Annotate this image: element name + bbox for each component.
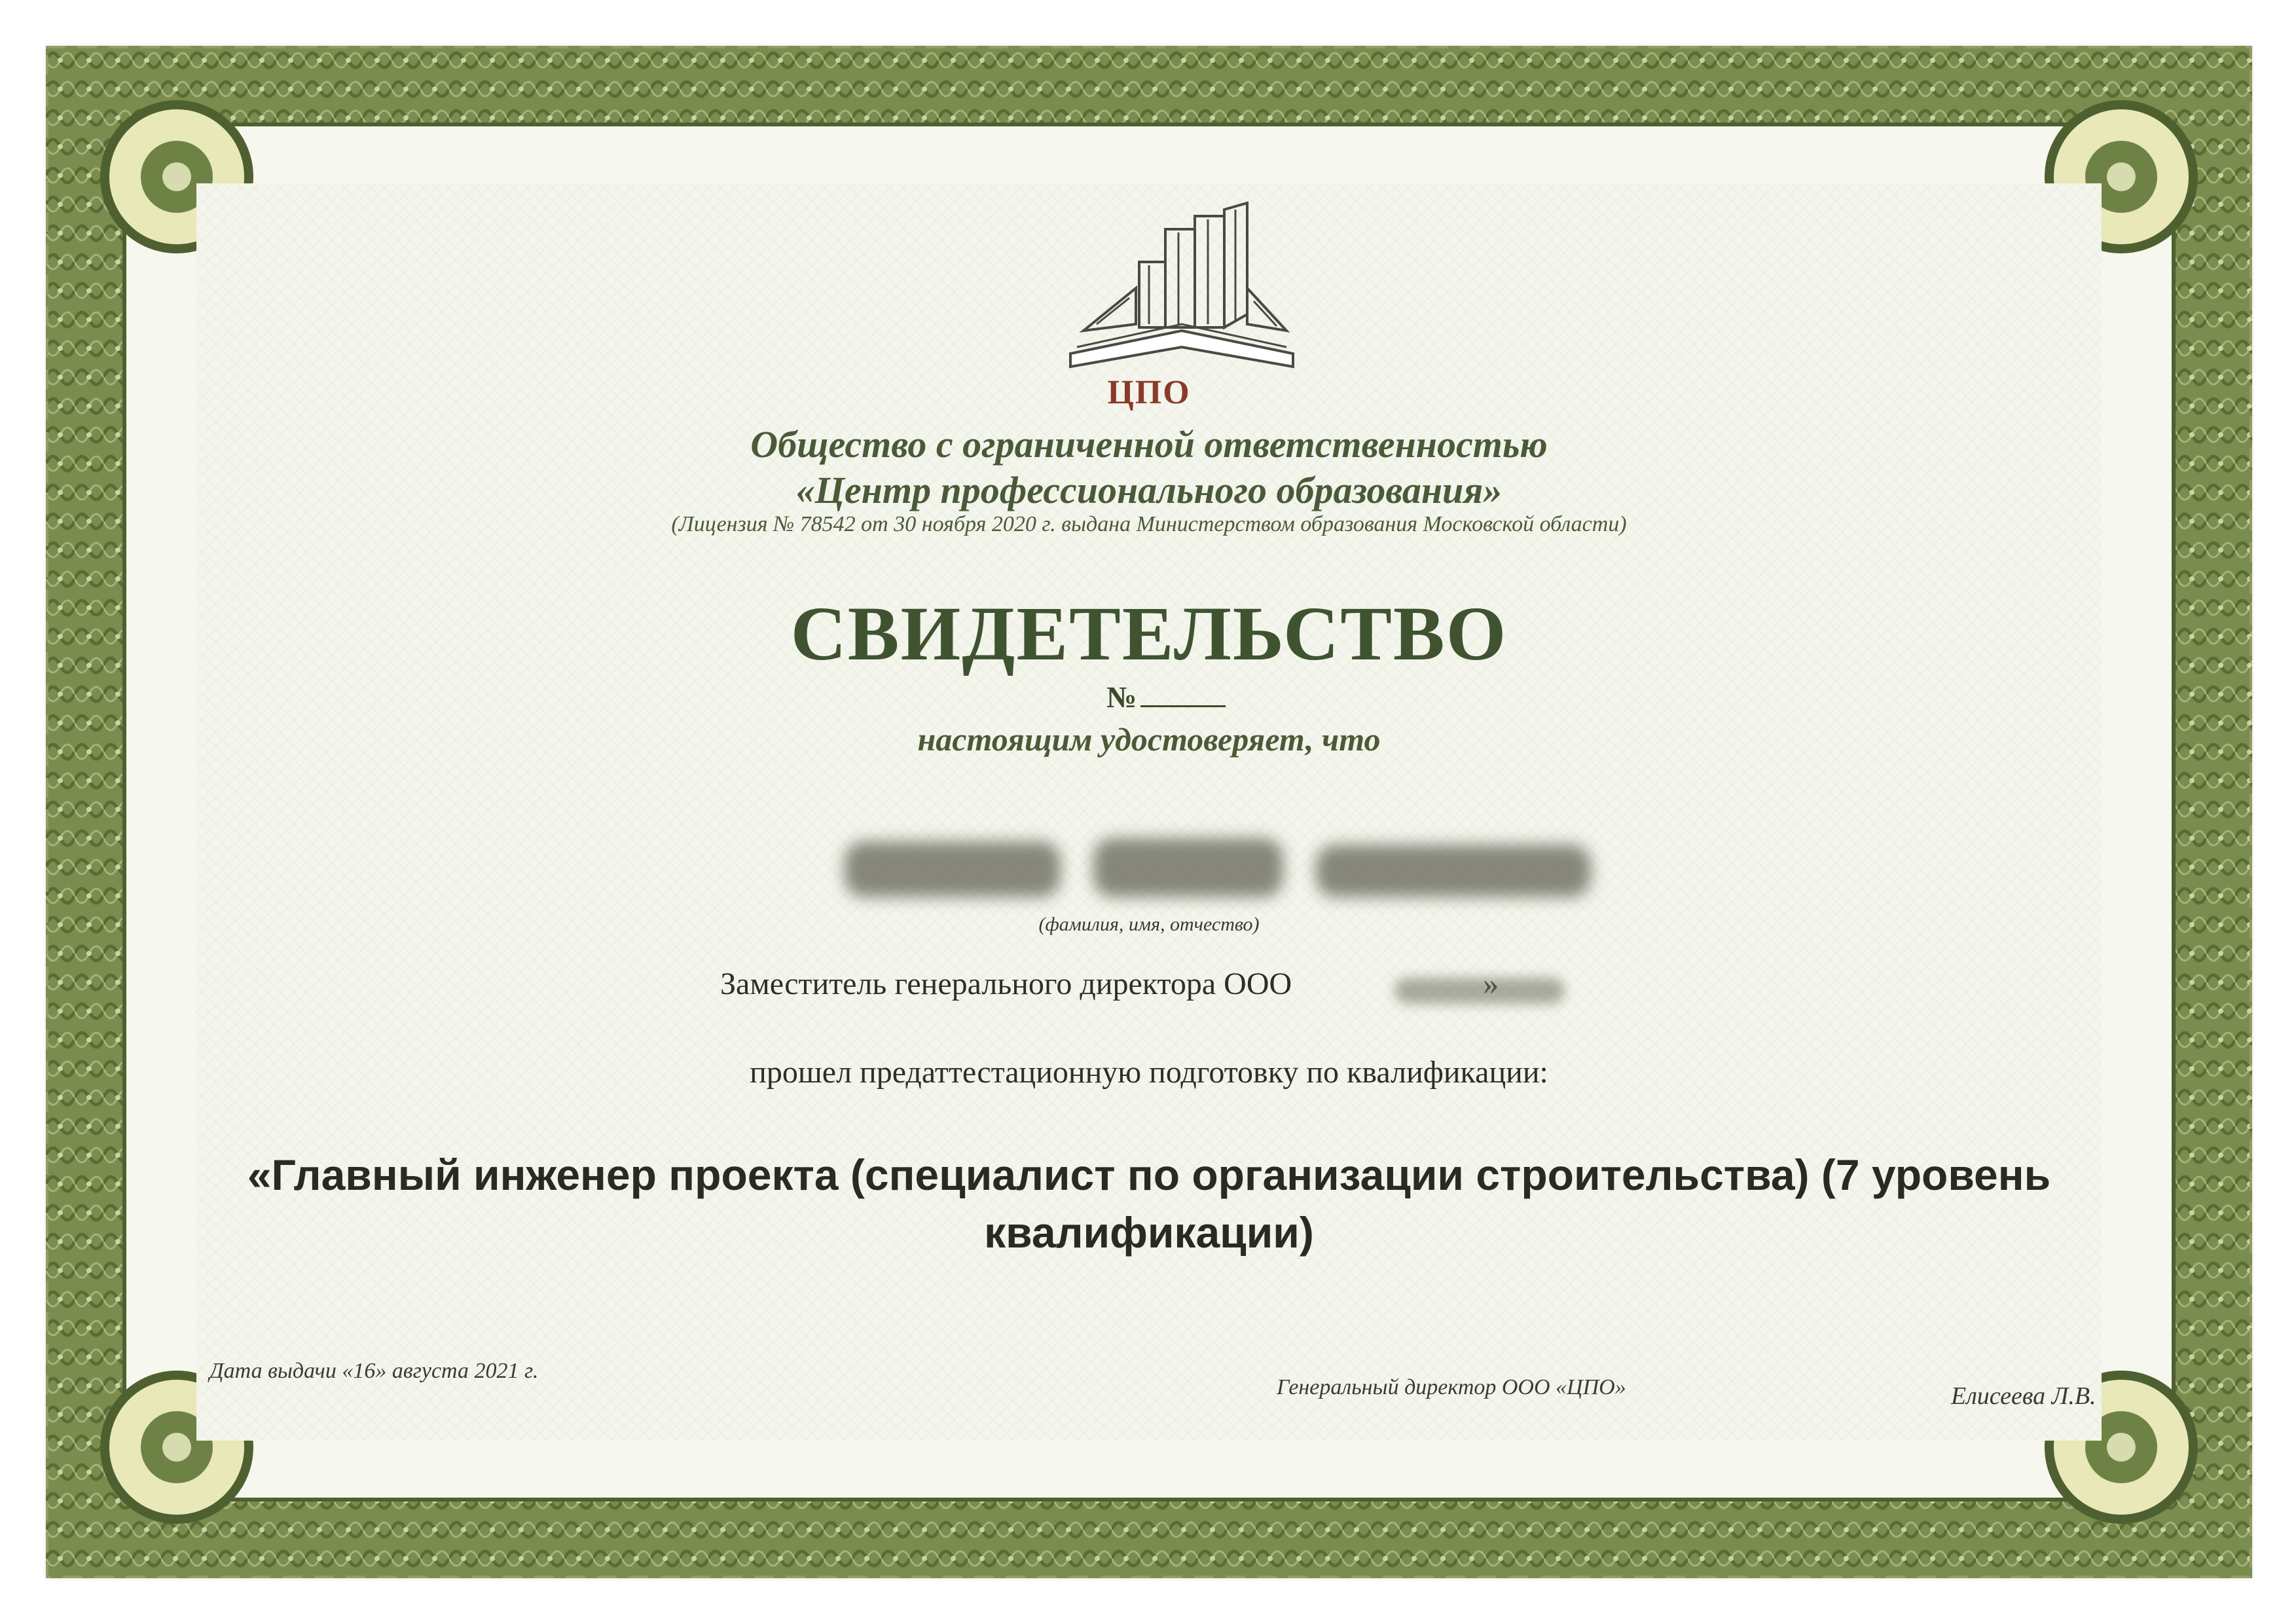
position-prefix: Заместитель генерального директора ООО [720, 967, 1292, 1001]
director-title: Генеральный директор ООО «ЦПО» [1277, 1375, 1626, 1399]
signer-name: Елисеева Л.В. [1951, 1382, 2096, 1410]
training-passed-text: прошел предаттестационную подготовку по квалификации: [750, 1055, 1548, 1090]
number-blank-line [1140, 705, 1226, 707]
redacted-full-name [845, 835, 1597, 904]
position-line [720, 966, 1499, 1002]
name-caption: (фамилия, имя, отчество) [1038, 913, 1260, 935]
organization-name-line2: «Центр профессионального образования» [795, 469, 1503, 511]
number-label: № [1106, 680, 1137, 714]
certificate-number [1106, 680, 1226, 714]
organization-abbreviation: ЦПО [1107, 374, 1191, 411]
redacted-company-name [1394, 974, 1571, 1007]
certificate-sheet [46, 46, 2252, 1578]
certifies-text: настоящим удостоверяет, что [917, 721, 1381, 758]
building-logo-icon [1057, 190, 1306, 386]
organization-name-line1: Общество с ограниченной ответственностью [750, 423, 1548, 466]
license-text: (Лицензия № 78542 от 30 ноября 2020 г. выдана Министерством образования Московской области) [671, 512, 1627, 536]
certificate-title: СВИДЕТЕЛЬСТВО [790, 591, 1508, 676]
qualification-title: «Главный инженер проекта (специалист по организации строительства) (7 уровень квалификации) [247, 1151, 2051, 1257]
issue-date: Дата выдачи «16» августа 2021 г. [210, 1359, 539, 1383]
